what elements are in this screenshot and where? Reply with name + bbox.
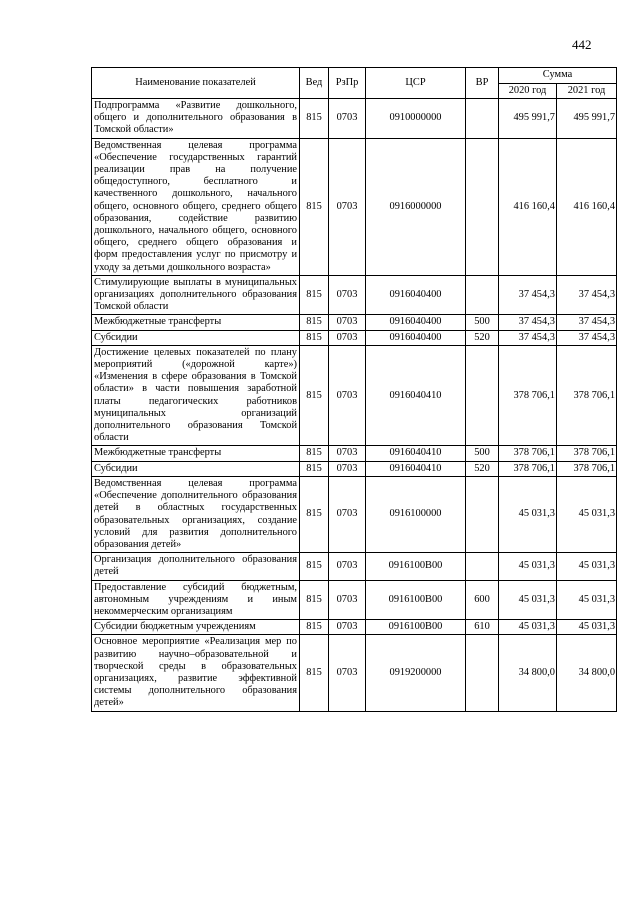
row-name: Субсидии (92, 330, 300, 345)
row-csr: 0916040400 (366, 315, 466, 330)
row-rzpr: 0703 (329, 330, 366, 345)
row-vr: 500 (466, 446, 499, 461)
row-ved: 815 (300, 476, 329, 552)
row-vr: 520 (466, 461, 499, 476)
row-name: Основное мероприятие «Реализация мер по развитию научно–образовательной и творческой среды в образовательных организациях, развитие эффективной системы дополнительного образования детей» (92, 635, 300, 711)
row-csr: 0916040410 (366, 345, 466, 446)
row-rzpr: 0703 (329, 446, 366, 461)
row-csr: 0910000000 (366, 99, 466, 139)
table-row (92, 461, 617, 476)
row-ved: 815 (300, 345, 329, 446)
row-sum-2020: 37 454,3 (499, 315, 557, 330)
header-2020: 2020 год (499, 83, 557, 99)
row-rzpr: 0703 (329, 345, 366, 446)
row-sum-2020: 378 706,1 (499, 446, 557, 461)
row-name: Подпрограмма «Развитие дошкольного, общего и дополнительного образования в Томской области» (92, 99, 300, 139)
row-ved: 815 (300, 635, 329, 711)
row-ved: 815 (300, 99, 329, 139)
table-row (92, 446, 617, 461)
row-csr: 0916100В00 (366, 553, 466, 580)
table-row (92, 476, 617, 552)
row-sum-2021: 45 031,3 (557, 620, 617, 635)
table-row (92, 345, 617, 446)
row-vr: 600 (466, 580, 499, 620)
row-name: Субсидии бюджетным учреждениям (92, 620, 300, 635)
row-sum-2021: 45 031,3 (557, 476, 617, 552)
row-sum-2020: 45 031,3 (499, 476, 557, 552)
row-sum-2021: 45 031,3 (557, 553, 617, 580)
row-ved: 815 (300, 580, 329, 620)
row-rzpr: 0703 (329, 99, 366, 139)
row-vr (466, 476, 499, 552)
table-row (92, 315, 617, 330)
row-csr: 0916040400 (366, 330, 466, 345)
row-rzpr: 0703 (329, 620, 366, 635)
row-ved: 815 (300, 446, 329, 461)
row-sum-2021: 37 454,3 (557, 315, 617, 330)
row-csr: 0916100В00 (366, 580, 466, 620)
table-row (92, 275, 617, 315)
row-sum-2021: 378 706,1 (557, 345, 617, 446)
row-sum-2021: 37 454,3 (557, 330, 617, 345)
row-ved: 815 (300, 620, 329, 635)
header-2021: 2021 год (557, 83, 617, 99)
row-name: Предоставление субсидий бюджетным, автономным учреждениям и иным некоммерческим организациям (92, 580, 300, 620)
row-name: Достижение целевых показателей по плану мероприятий («дорожной карте») «Изменения в сфере образования в Томской области» в части повышения заработной платы педагогических работников муниципальных организаций дополнительного образования Томской области (92, 345, 300, 446)
table-row (92, 620, 617, 635)
row-sum-2021: 416 160,4 (557, 138, 617, 275)
row-name: Субсидии (92, 461, 300, 476)
row-sum-2021: 378 706,1 (557, 446, 617, 461)
row-sum-2020: 45 031,3 (499, 553, 557, 580)
table-row (92, 330, 617, 345)
budget-table (91, 67, 617, 712)
row-sum-2020: 378 706,1 (499, 461, 557, 476)
table-row (92, 99, 617, 139)
row-ved: 815 (300, 275, 329, 315)
row-sum-2020: 45 031,3 (499, 620, 557, 635)
row-rzpr: 0703 (329, 476, 366, 552)
header-rzpr: РзПр (329, 68, 366, 99)
row-sum-2021: 378 706,1 (557, 461, 617, 476)
row-sum-2021: 34 800,0 (557, 635, 617, 711)
row-rzpr: 0703 (329, 275, 366, 315)
row-name: Межбюджетные трансферты (92, 315, 300, 330)
row-sum-2020: 37 454,3 (499, 275, 557, 315)
row-sum-2021: 495 991,7 (557, 99, 617, 139)
row-ved: 815 (300, 315, 329, 330)
header-vr: ВР (466, 68, 499, 99)
row-csr: 0916040410 (366, 461, 466, 476)
row-sum-2020: 416 160,4 (499, 138, 557, 275)
row-csr: 0919200000 (366, 635, 466, 711)
table-row (92, 138, 617, 275)
row-ved: 815 (300, 461, 329, 476)
row-sum-2020: 34 800,0 (499, 635, 557, 711)
page-number: 442 (572, 37, 592, 52)
row-vr: 520 (466, 330, 499, 345)
row-rzpr: 0703 (329, 635, 366, 711)
row-name: Ведомственная целевая программа «Обеспечение государственных гарантий реализации прав на получение общедоступного, бесплатного и качественного дошкольного, начального общего, основного общего, среднего общего образования, содействие развитию дошкольного, начального общего, основного общего, среднего общего образования и форм предоставления услуг по присмотру и уходу за детьми дошкольного возраста» (92, 138, 300, 275)
table-row (92, 635, 617, 711)
row-name: Организация дополнительного образования детей (92, 553, 300, 580)
row-sum-2020: 378 706,1 (499, 345, 557, 446)
header-ved: Вед (300, 68, 329, 99)
row-vr: 500 (466, 315, 499, 330)
row-vr (466, 138, 499, 275)
row-vr (466, 99, 499, 139)
header-csr: ЦСР (366, 68, 466, 99)
row-csr: 0916000000 (366, 138, 466, 275)
row-sum-2020: 37 454,3 (499, 330, 557, 345)
row-vr (466, 345, 499, 446)
row-vr (466, 553, 499, 580)
row-vr (466, 635, 499, 711)
header-name: Наименование показателей (92, 68, 300, 99)
header-sum: Сумма (499, 68, 617, 84)
row-name: Межбюджетные трансферты (92, 446, 300, 461)
row-sum-2020: 45 031,3 (499, 580, 557, 620)
row-ved: 815 (300, 330, 329, 345)
row-rzpr: 0703 (329, 461, 366, 476)
row-csr: 0916100В00 (366, 620, 466, 635)
row-sum-2021: 45 031,3 (557, 580, 617, 620)
row-rzpr: 0703 (329, 553, 366, 580)
row-csr: 0916040410 (366, 446, 466, 461)
row-rzpr: 0703 (329, 580, 366, 620)
row-vr: 610 (466, 620, 499, 635)
row-ved: 815 (300, 553, 329, 580)
row-name: Ведомственная целевая программа «Обеспечение дополнительного образования детей в областных государственных образовательных организациях, создание условий для развития дополнительного образования детей» (92, 476, 300, 552)
row-csr: 0916100000 (366, 476, 466, 552)
row-name: Стимулирующие выплаты в муниципальных организациях дополнительного образования Томской области (92, 275, 300, 315)
row-sum-2020: 495 991,7 (499, 99, 557, 139)
row-csr: 0916040400 (366, 275, 466, 315)
table-row (92, 580, 617, 620)
row-ved: 815 (300, 138, 329, 275)
row-sum-2021: 37 454,3 (557, 275, 617, 315)
table-row (92, 553, 617, 580)
row-vr (466, 275, 499, 315)
row-rzpr: 0703 (329, 138, 366, 275)
table-body (92, 99, 617, 712)
row-rzpr: 0703 (329, 315, 366, 330)
